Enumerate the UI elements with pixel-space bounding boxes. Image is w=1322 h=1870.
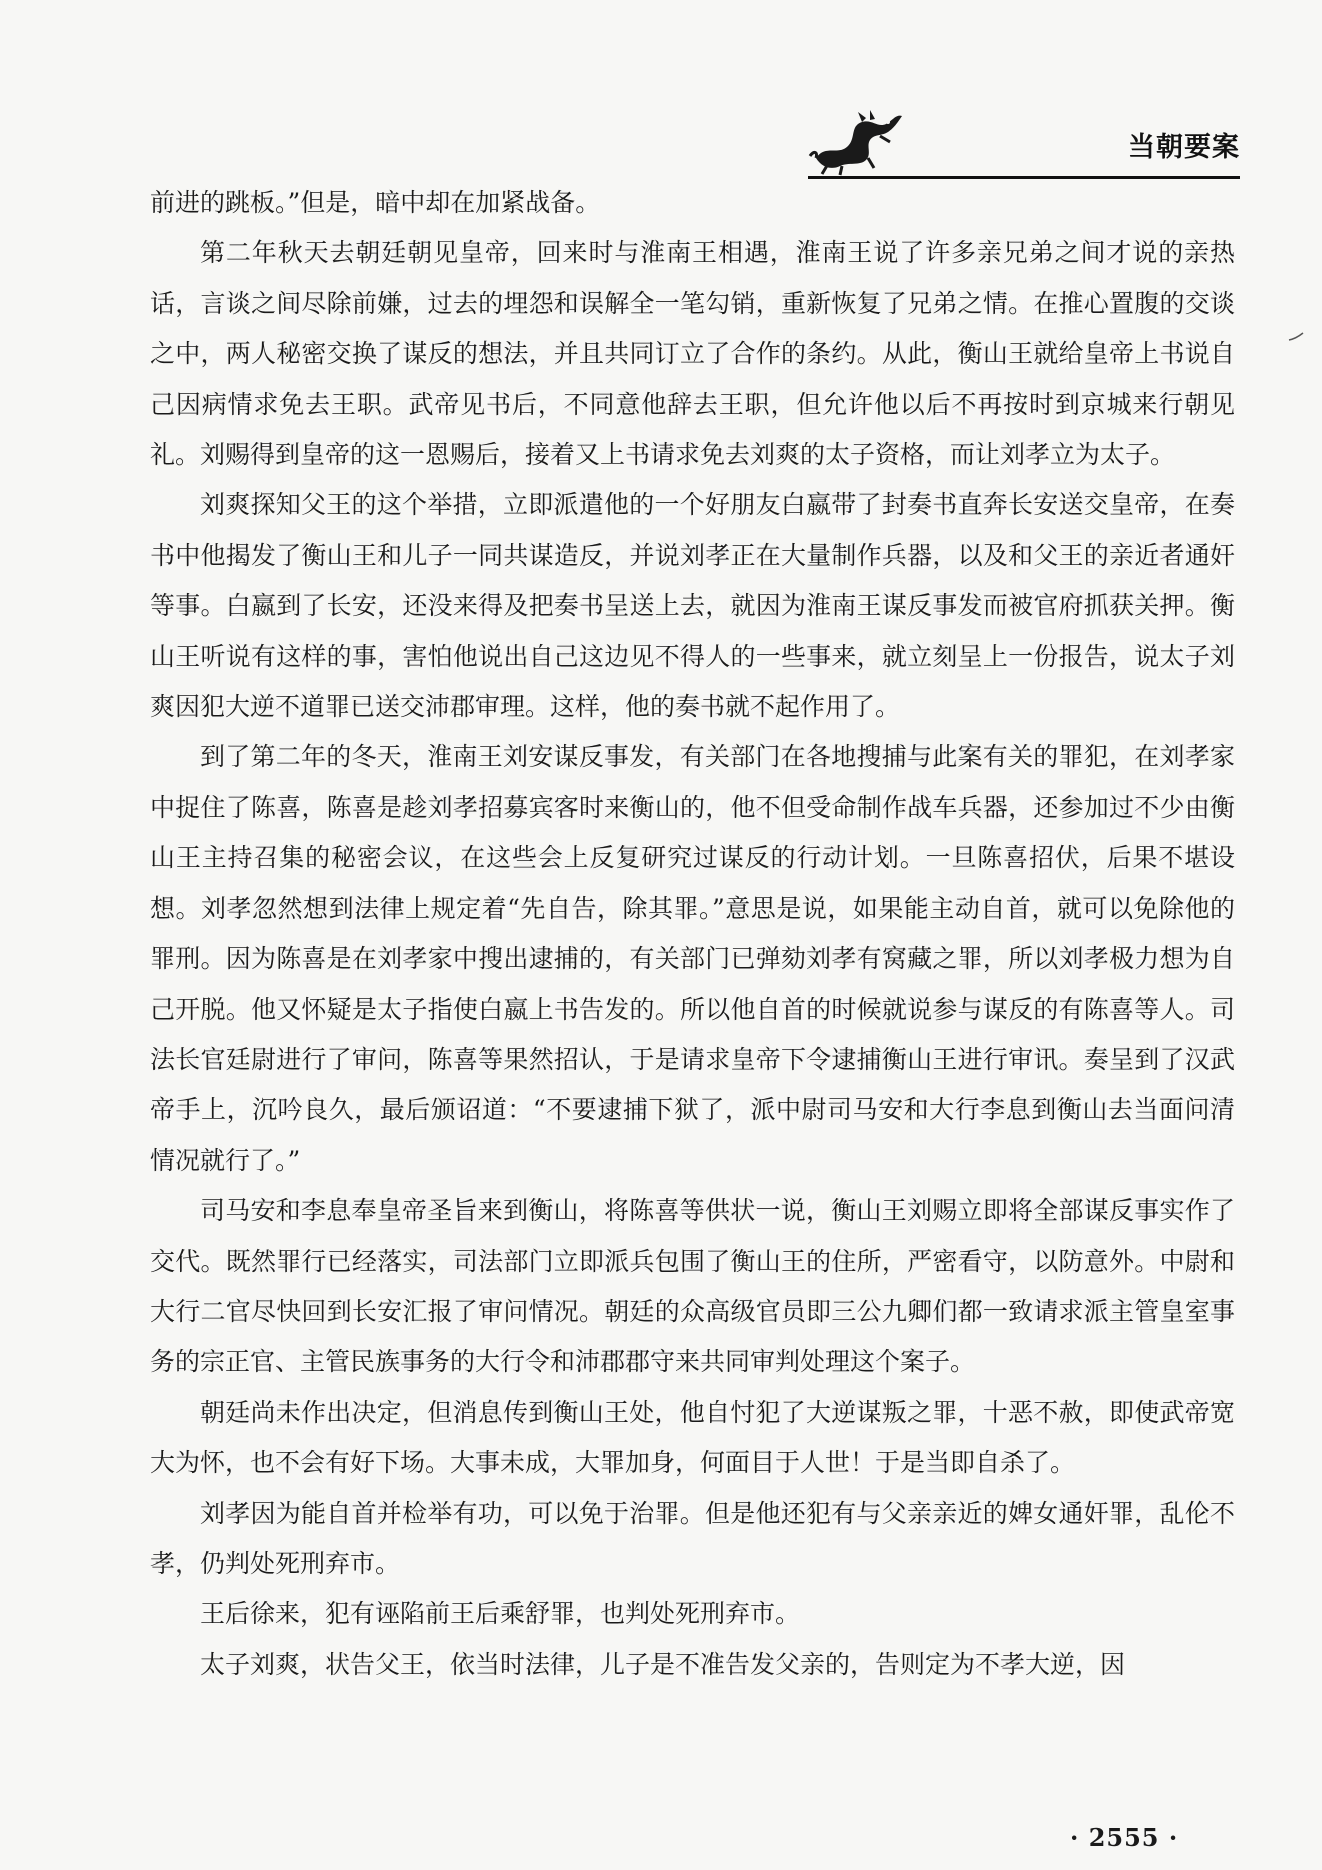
page-header: [0, 0, 1322, 190]
paragraph: 太子刘爽，状告父王，依当时法律，儿子是不准告发父亲的，告则定为不孝大逆，因: [200, 1649, 1126, 1679]
paragraph: 司马安和李息奉皇帝圣旨来到衡山，将陈喜等供状一说，衡山王刘赐立即将全部谋反事实作了交代。既然罪行已经落实，司法部门立即派兵包围了衡山王的住所，严密看守，以防意外。中尉和大行二官尽快回到长安汇报了审问情况。朝廷的众高级官员即三公九卿们都一致请求派主管皇室事务的宗正官、主管民族事务的大行令和沛郡郡守来共同审判处理这个案子。: [150, 1196, 1235, 1377]
paragraph: 第二年秋天去朝廷朝见皇帝，回来时与淮南王相遇，淮南王说了许多亲兄弟之间才说的亲热话，言谈之间尽除前嫌，过去的埋怨和误解全一笔勾销，重新恢复了兄弟之情。在推心置腹的交谈之中，两人秘密交换了谋反的想法，并且共同订立了合作的条约。从此，衡山王就给皇帝上书说自己因病情求免去王职。武帝见书后，不同意他辞去王职，但允许他以后不再按时到京城来行朝见礼。刘赐得到皇帝的这一恩赐后，接着又上书请求免去刘爽的太子资格，而让刘孝立为太子。: [150, 238, 1235, 470]
paragraph: 王后徐来，犯有诬陷前王后乘舒罪，也判处死刑弃市。: [200, 1599, 801, 1629]
margin-mark: [1288, 332, 1304, 342]
paragraph: 刘孝因为能自首并检举有功，可以免于治罪。但是他还犯有与父亲亲近的婢女通奸罪，乱伦不孝，仍判处死刑弃市。: [150, 1498, 1235, 1578]
paragraph: 到了第二年的冬天，淮南王刘安谋反事发，有关部门在各地搜捕与此案有关的罪犯，在刘孝家中捉住了陈喜，陈喜是趁刘孝招募宾客时来衡山的，他不但受命制作战车兵器，还参加过不少由衡山王主持召集的秘密会议，在这些会上反复研究过谋反的行动计划。一旦陈喜招伏，后果不堪设想。刘孝忽然想到法律上规定着“先自告，除其罪。”意思是说，如果能主动自首，就可以免除他的罪刑。因为陈喜是在刘孝家中搜出逮捕的，有关部门已弹劾刘孝有窝藏之罪，所以刘孝极力想为自己开脱。他又怀疑是太子指使白嬴上书告发的。所以他自首的时候就说参与谋反的有陈喜等人。司法长官廷尉进行了审问，陈喜等果然招认，于是请求皇帝下令逮捕衡山王进行审讯。奏呈到了汉武帝手上，沉吟良久，最后颁诏道：“不要逮捕下狱了，派中尉司马安和大行李息到衡山去当面问清情况就行了。”: [150, 742, 1235, 1175]
paragraph: 前进的跳板。”但是，暗中却在加紧战备。: [150, 188, 601, 217]
page-number: · 2555 ·: [1070, 1823, 1179, 1852]
running-title: 当朝要案: [1128, 132, 1240, 163]
paragraph: 刘爽探知父王的这个举措，立即派遣他的一个好朋友白嬴带了封奏书直奔长安送交皇帝，在奏书中他揭发了衡山王和儿子一同共谋造反，并说刘孝正在大量制作兵器，以及和父王的亲近者通奸等事。白嬴到了长安，还没来得及把奏书呈送上去，就因为淮南王谋反事发而被官府抓获关押。衡山王听说有这样的事，害怕他说出自己这边见不得人的一些事来，就立刻呈上一份报告，说太子刘爽因犯大逆不道罪已送交沛郡审理。这样，他的奏书就不起作用了。: [150, 490, 1235, 722]
dragon-icon: [808, 106, 908, 176]
body-text: [150, 178, 1235, 1690]
paragraph: 朝廷尚未作出决定，但消息传到衡山王处，他自忖犯了大逆谋叛之罪，十恶不赦，即使武帝宽大为怀，也不会有好下场。大事未成，大罪加身，何面目于人世！于是当即自杀了。: [150, 1397, 1235, 1478]
